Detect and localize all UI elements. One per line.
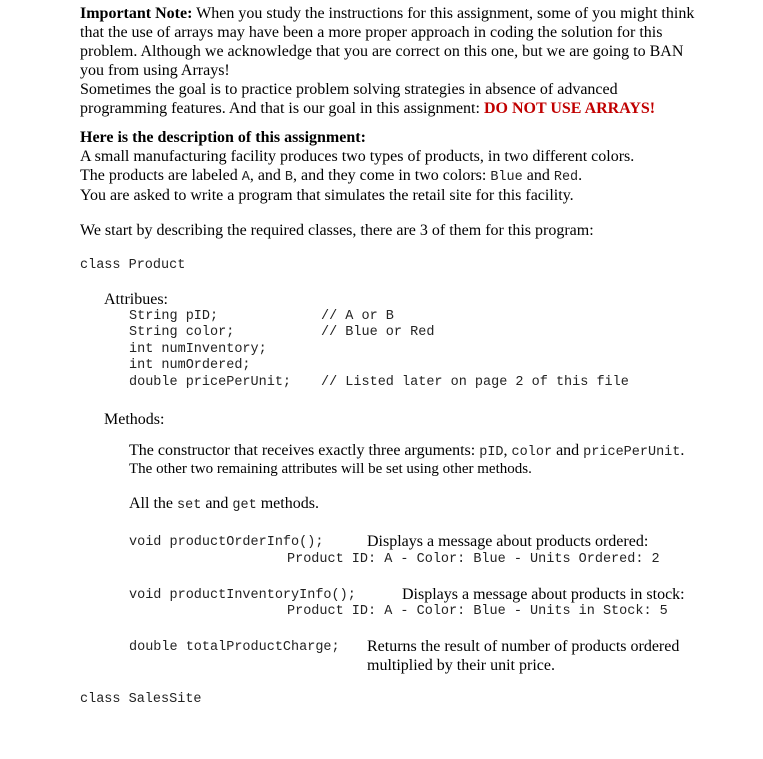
note-line-2: that the use of arrays may have been a more proper approach in coding the solution for this (80, 24, 663, 41)
note-line-3: problem. Although we acknowledge that you are correct on this one, but we are going to BAN (80, 43, 684, 60)
description-line-3: You are asked to write a program that simulates the retail site for this facility. (80, 187, 574, 204)
attribute-decl: String pID; (129, 309, 219, 324)
setget-line: All the set and get methods. (129, 495, 319, 513)
attribute-decl: int numOrdered; (129, 358, 251, 373)
note-line-6: programming features. And that is our goal in this assignment: DO NOT USE ARRAYS! (80, 100, 656, 117)
attribute-comment: // A or B (321, 309, 394, 324)
class-salessite-header: class SalesSite (80, 692, 202, 707)
classes-intro: We start by describing the required classes, there are 3 of them for this program: (80, 222, 594, 239)
attribute-decl: int numInventory; (129, 342, 267, 357)
attributes-label: Attribues: (104, 291, 168, 308)
no-arrays-warning: DO NOT USE ARRAYS! (483, 100, 656, 117)
description-line-2: The products are labeled A, and B, and they come in two colors: Blue and Red. (80, 167, 583, 185)
method-order-example: Product ID: A - Color: Blue - Units Ordered: 2 (287, 552, 660, 567)
note-lead: Important Note: (80, 5, 193, 22)
constructor-line-2: The other two remaining attributes will be set using other methods. (129, 461, 532, 477)
methods-label: Methods: (104, 411, 165, 428)
attribute-decl: String color; (129, 325, 235, 340)
description-heading: Here is the description of this assignment: (80, 129, 366, 146)
class-product-header: class Product (80, 258, 186, 273)
method-charge-desc-1: Returns the result of number of products ordered (367, 638, 680, 655)
attribute-decl: double pricePerUnit; (129, 375, 292, 390)
important-note (80, 4, 740, 118)
description-line-1: A small manufacturing facility produces two types of products, in two different colors. (80, 148, 635, 165)
assignment-description (80, 128, 740, 205)
method-order-desc: Displays a message about products ordered: (367, 533, 649, 550)
note-line-5: Sometimes the goal is to practice problem solving strategies in absence of advanced (80, 81, 618, 98)
attribute-comment: // Listed later on page 2 of this file (321, 375, 629, 390)
method-inventory-example: Product ID: A - Color: Blue - Units in Stock: 5 (287, 604, 668, 619)
note-line-1: Important Note: When you study the instructions for this assignment, some of you might think (80, 5, 695, 22)
method-order-signature: void productOrderInfo(); (129, 535, 324, 550)
method-charge-signature: double totalProductCharge; (129, 640, 340, 655)
method-inventory-desc: Displays a message about products in stock: (402, 586, 685, 603)
attribute-comment: // Blue or Red (321, 325, 435, 340)
note-line-4: you from using Arrays! (80, 62, 230, 79)
method-inventory-signature: void productInventoryInfo(); (129, 588, 356, 603)
constructor-line-1: The constructor that receives exactly three arguments: pID, color and pricePerUnit. (129, 442, 685, 460)
method-charge-desc-2: multiplied by their unit price. (367, 657, 555, 674)
